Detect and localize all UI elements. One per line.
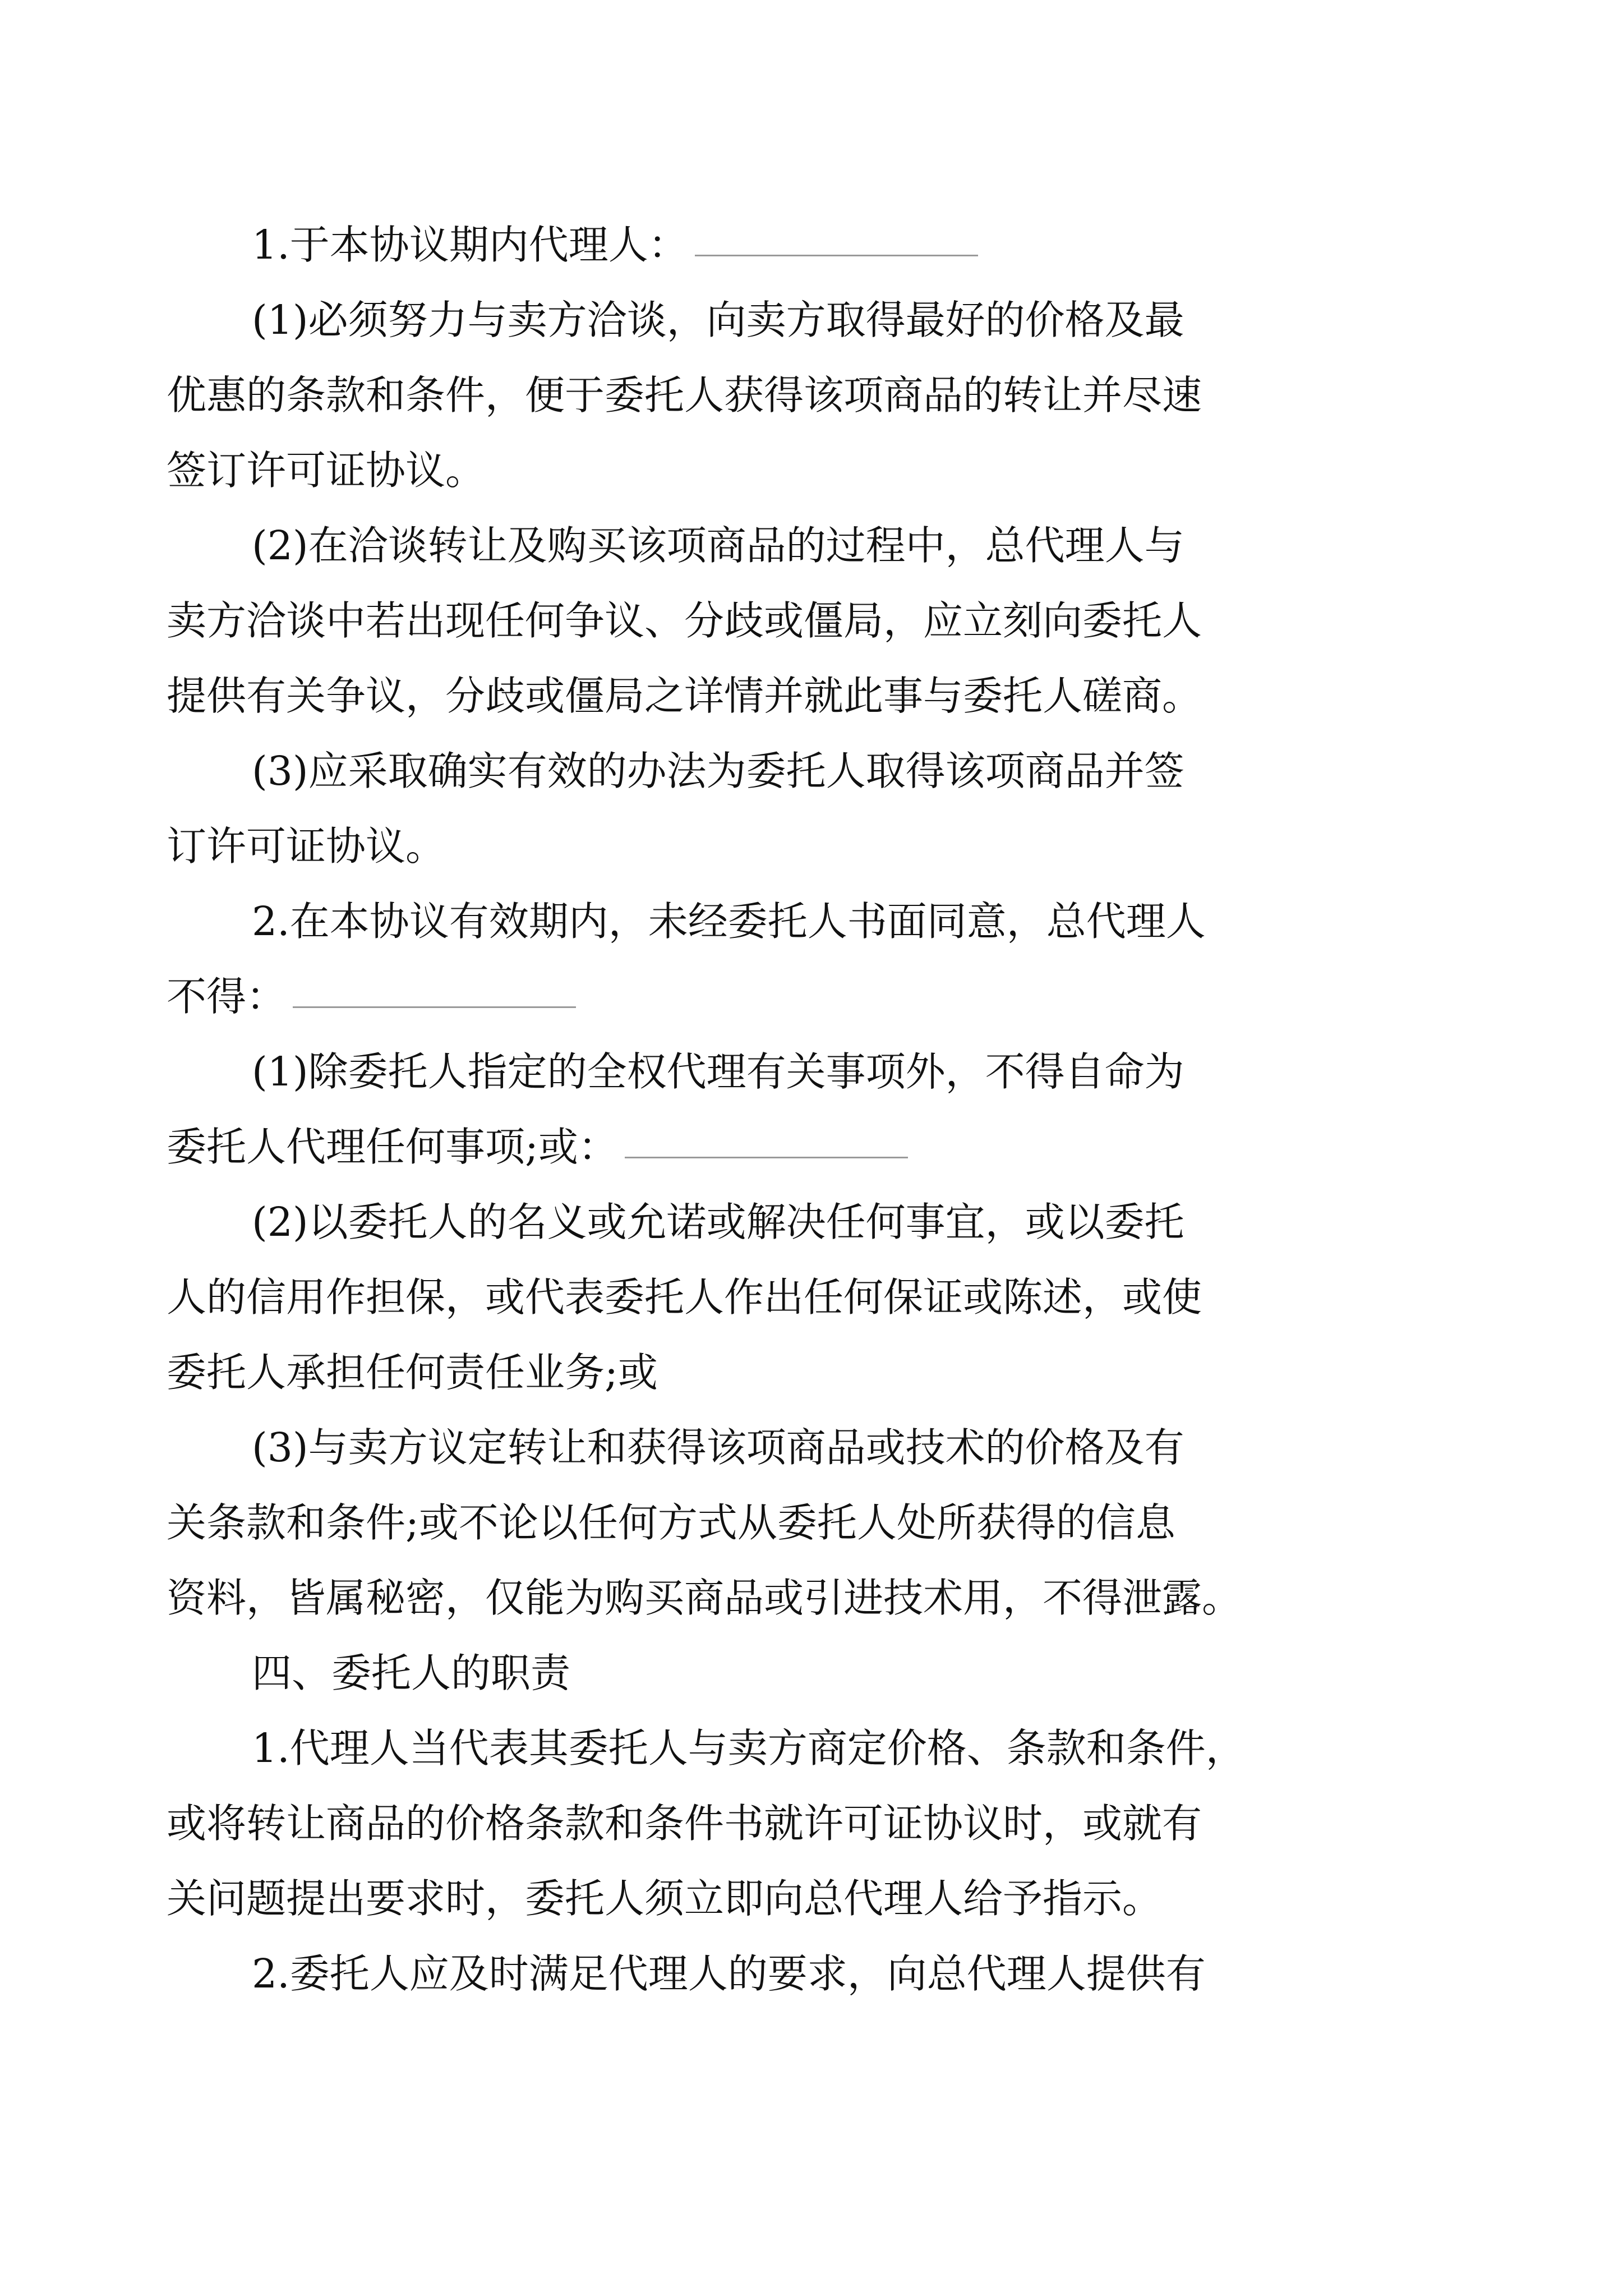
fill-in-blank-line: [293, 1004, 576, 1008]
clause-1-item-1-paragraph: [167, 283, 1385, 508]
text-line: 人的信用作担保，或代表委托人作出任何保证或陈述，或使: [167, 1274, 1202, 1320]
text-line: (3)与卖方议定转让和获得该项商品或技术的价格及有: [252, 1424, 1184, 1471]
text-line: 四、委托人的职责: [252, 1650, 571, 1696]
text-line: (1)必须努力与卖方洽谈，向卖方取得最好的价格及最: [252, 297, 1184, 343]
section-4-heading: [252, 1636, 1385, 1711]
text-line: (1)除委托人指定的全权代理有关事项外，不得自命为: [252, 1048, 1184, 1095]
clause-1-item-2-paragraph: [167, 508, 1385, 734]
text-line: (2)在洽谈转让及购买该项商品的过程中，总代理人与: [252, 522, 1184, 569]
text-line-content: 不得：: [167, 973, 287, 1020]
section-4-clause-2-paragraph: [252, 1936, 1385, 2012]
text-line: 优惠的条款和条件，便于委托人获得该项商品的转让并尽速: [167, 372, 1202, 418]
fill-in-blank-line: [695, 252, 978, 256]
text-line: 订许可证协议。: [167, 823, 446, 869]
clause-2-item-1-paragraph: [167, 1034, 1385, 1185]
clause-2-item-2-paragraph: [167, 1185, 1385, 1410]
text-line: 卖方洽谈中若出现任何争议、分歧或僵局，应立刻向委托人: [167, 597, 1202, 644]
document-body: [167, 208, 1385, 2012]
text-line-content: 1.于本协议期内代理人：: [252, 222, 688, 268]
text-line: 1.代理人当代表其委托人与卖方商定价格、条款和条件，: [252, 1725, 1246, 1772]
clause-2-item-3-paragraph: [167, 1410, 1385, 1636]
text-line: [252, 208, 1385, 283]
text-line: 关问题提出要求时，委托人须立即向总代理人给予指示。: [167, 1875, 1163, 1922]
text-line: (3)应采取确实有效的办法为委托人取得该项商品并签: [252, 748, 1184, 794]
clause-2-paragraph: [167, 884, 1385, 1034]
text-line: 或将转让商品的价格条款和条件书就许可证协议时，或就有: [167, 1800, 1202, 1847]
text-line: 2.在本协议有效期内，未经委托人书面同意，总代理人: [252, 898, 1206, 945]
text-line: [167, 959, 1385, 1034]
text-line: 签订许可证协议。: [167, 447, 486, 494]
text-line: 提供有关争议，分歧或僵局之详情并就此事与委托人磋商。: [167, 673, 1202, 719]
clause-1-item-3-paragraph: [167, 734, 1385, 884]
text-line: (2)以委托人的名义或允诺或解决任何事宜，或以委托: [252, 1199, 1184, 1245]
text-line: [167, 1110, 1385, 1185]
text-line-content: 委托人代理任何事项;或：: [167, 1124, 618, 1170]
text-line: 委托人承担任何责任业务;或: [167, 1349, 658, 1396]
text-line: 2.委托人应及时满足代理人的要求，向总代理人提供有: [252, 1950, 1206, 1997]
clause-1-paragraph: [252, 208, 1385, 283]
text-line: 关条款和条件;或不论以任何方式从委托人处所获得的信息: [167, 1499, 1175, 1546]
text-line: 资料，皆属秘密，仅能为购买商品或引进技术用，不得泄露。: [167, 1575, 1242, 1621]
section-4-clause-1-paragraph: [167, 1711, 1385, 1936]
fill-in-blank-line: [625, 1154, 908, 1158]
